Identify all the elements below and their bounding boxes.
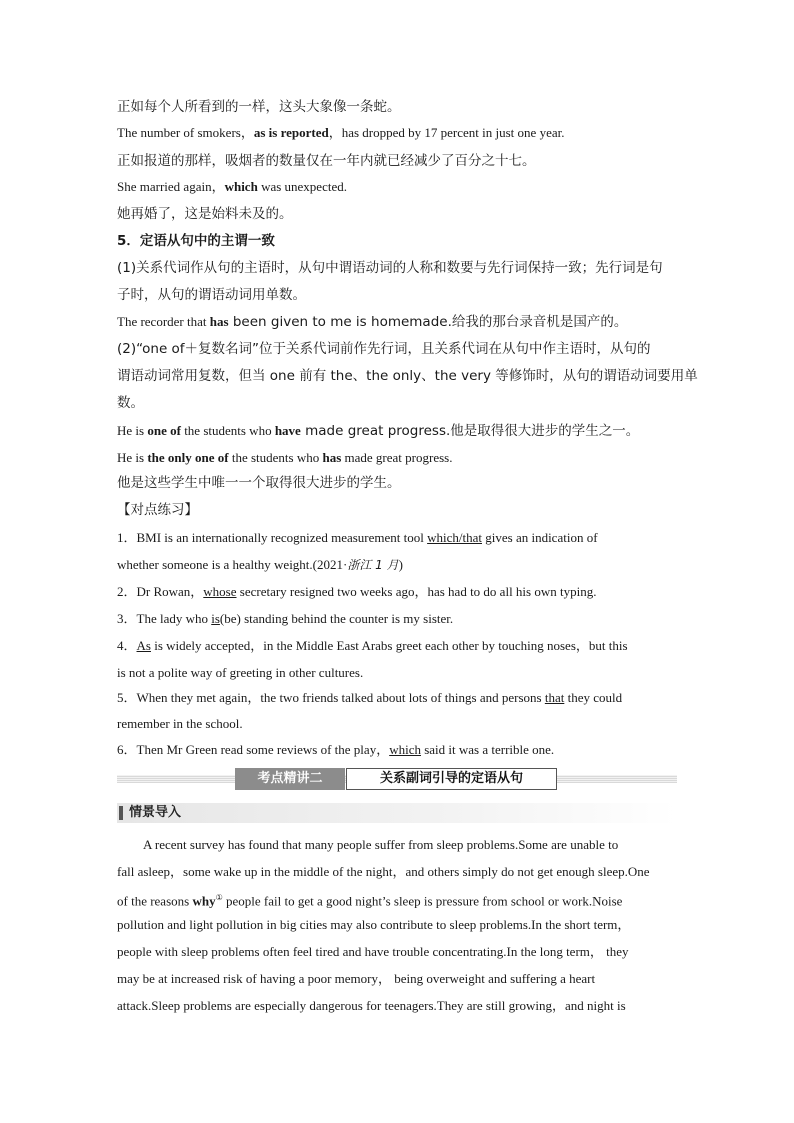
passage-line: A recent survey has found that many people suffer from sleep problems.Some are unable to — [143, 837, 619, 852]
practice-heading: 【对点练习】 — [117, 502, 198, 518]
text-line: 数。 — [117, 395, 144, 411]
text-line: (1)关系代词作从句的主语时，从句中谓语动词的人称和数要与先行词保持一致；先行词是句 — [117, 260, 663, 276]
exercise-4-cont: is not a polite way of greeting in other cultures. — [117, 665, 364, 680]
subheading — [117, 803, 677, 823]
exercise-4: 4．As is widely accepted，in the Middle East Arabs greet each other by touching noses，but this — [117, 638, 628, 653]
answer: which — [389, 742, 421, 757]
section-title: 关系副词引导的定语从句 — [346, 768, 557, 790]
passage-line: may be at increased risk of having a poor memory， being overweight and suffering a heart — [117, 971, 596, 986]
passage-line: pollution and light pollution in big cities may also contribute to sleep problems.In the short term， — [117, 917, 631, 932]
exercise-5: 5．When they met again，the two friends talked about lots of things and persons that they could — [117, 690, 623, 705]
exercise-2: 2．Dr Rowan，whose secretary resigned two weeks ago，has had to do all his own typing. — [117, 584, 597, 599]
passage-line: of the reasons why① people fail to get a good night’s sleep is pressure from school or work.Noise — [117, 893, 623, 909]
subheading-background — [117, 803, 677, 823]
section-tag: 考点精讲二 — [235, 768, 345, 790]
text-line: 他是这些学生中唯一一个取得很大进步的学生。 — [117, 475, 401, 491]
exercise-1-cont: whether someone is a healthy weight.(2021·浙江 1 月) — [117, 557, 403, 572]
text-line: 谓语动词常用复数，但当 one 前有 the、the only、the very 等修饰时，从句的谓语动词要用单 — [117, 368, 698, 384]
text-line: The recorder that has been given to me is homemade.给我的那台录音机是国产的。 — [117, 314, 628, 330]
answer: whose — [203, 584, 237, 599]
text-line: He is one of the students who have made great progress.他是取得很大进步的学生之一。 — [117, 423, 640, 439]
passage-line: attack.Sleep problems are especially dangerous for teenagers.They are still growing，and night is — [117, 998, 626, 1013]
text-line: The number of smokers，as is reported，has dropped by 17 percent in just one year. — [117, 125, 565, 140]
answer: that — [544, 690, 565, 705]
exercise-1: 1．BMI is an internationally recognized measurement tool which/that gives an indication of — [117, 530, 598, 545]
text-line: He is the only one of the students who has made great progress. — [117, 450, 453, 465]
exercise-5-cont: remember in the school. — [117, 716, 243, 731]
text-line: 正如报道的那样，吸烟者的数量仅在一年内就已经减少了百分之十七。 — [117, 153, 536, 169]
answer: As — [136, 638, 151, 653]
exercise-3: 3．The lady who is(be) standing behind the counter is my sister. — [117, 611, 454, 626]
section-banner — [117, 768, 677, 790]
text-line: She married again，which was unexpected. — [117, 179, 347, 194]
exercise-6: 6．Then Mr Green read some reviews of the play，which said it was a terrible one. — [117, 742, 555, 757]
text-line: (2)“one of＋复数名词”位于关系代词前作先行词，且关系代词在从句中作主语时，从句的 — [117, 341, 651, 357]
text-line: 她再婚了，这是始料未及的。 — [117, 206, 293, 222]
section-heading: 5．定语从句中的主谓一致 — [117, 233, 275, 249]
answer: is — [211, 611, 220, 626]
answer: which/that — [427, 530, 482, 545]
text-line: 正如每个人所看到的一样，这头大象像一条蛇。 — [117, 99, 401, 115]
subheading-marker — [119, 806, 123, 820]
passage-line: fall asleep，some wake up in the middle of the night，and others simply do not get enough sleep.One — [117, 864, 650, 879]
passage-line: people with sleep problems often feel tired and have trouble concentrating.In the long term， they — [117, 944, 629, 959]
subheading-label: 情景导入 — [129, 805, 182, 820]
text-line: 子时，从句的谓语动词用单数。 — [117, 287, 306, 303]
